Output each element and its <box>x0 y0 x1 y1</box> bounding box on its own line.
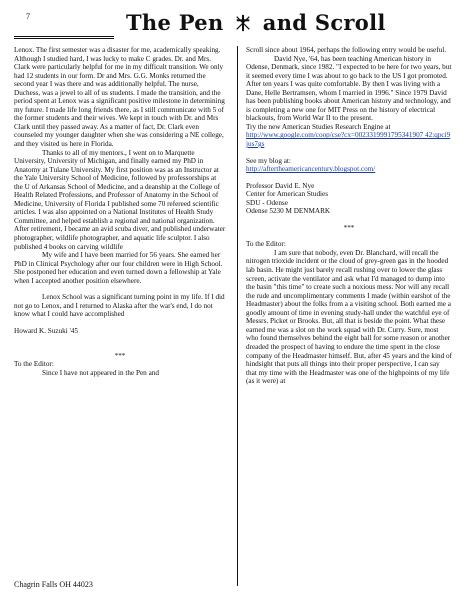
blog-text: See my blog at: <box>246 156 291 165</box>
section-separator: *** <box>343 223 355 232</box>
masthead-title <box>126 8 456 34</box>
address-line: Center for American Studies <box>246 190 329 199</box>
address-line: SDU - Odense <box>246 198 288 207</box>
blog-link[interactable]: http://aftertheamericancentury.blogspot.com/ <box>246 165 376 174</box>
header-rule-second <box>14 38 114 39</box>
letter-paragraph: Thanks to all of my mentors., I went on to Marquette University, University of Michigan, and finally earned my PhD in Anatomy at Tulane University. My first position was as an Instructor at the Yale University School of Medicine, followed by professorships at the U of Arkansas School of Medicine, and a deanship at the College of Health Related Professions, and Professor of Anatomy in the School of Medicine, University of Florida I published some 70 refereed scientific articles. I was also appointed on a National Institutes of Health Study Committee, and helped establish a regional and national organization. After retirement, I became an avid scuba diver, and published underwater photographer, wildlife photographer, and aquatic life sculptor. I also published 4 books on carving wildlife <box>14 148 226 251</box>
column-divider <box>237 46 238 586</box>
address-line: Professor David E. Nye <box>246 181 315 190</box>
to-editor-heading: To the Editor: <box>14 360 54 369</box>
footer-location: Chagrin Falls OH 44023 <box>14 580 93 589</box>
letter-paragraph: I am sure that nobody, even Dr. Blanchard, will recall the nitrogen trioxide incident or the cloud of grey-green gas in the hooded lab basin. He might just barely recall rushing over to lower the glass screen, activate the ventilator and ask what I'd managed to dump into the basin "this time" to create such a noxious mess. Nor will any recall the rude and uncomplimentary comments I made (within earshot of the Headmaster) about the folks from a a visiting school. Both earned me a goodly amount of time in evening study-hall under the watchful eye of Messrs. Picket or Brooks. But, all that is beside the point. What these earned me was a slot on the work squad with Dr. Curry. Sure, most who found themselves behind the eight ball for some reason or another dreaded the prospect of having to endure the time spent in the close company of the Headmaster himself. But, after 45 years and the kind of hindsight that puts all things into their proper perspective, I can say that my time with the Headmaster was one of the highpoints of my life (as it were) at <box>246 248 452 386</box>
right-column <box>246 46 452 386</box>
to-editor-heading: To the Editor: <box>246 240 286 249</box>
letter-paragraph: Scroll since about 1964, perhaps the following entry would be useful. <box>246 46 447 54</box>
section-separator: *** <box>114 351 126 360</box>
left-column <box>14 46 226 377</box>
letter-paragraph: My wife and I have been married for 56 years. She earned her PhD in Clinical Psychology after our four children were in High School. She postponed her education and even turned down a fellowship at Yale when I accepted another position elsewhere. <box>14 251 223 285</box>
letter-signature: Howard K. Suzuki '45 <box>14 326 78 335</box>
masthead-right-text: and Scroll <box>262 10 386 35</box>
letter-paragraph: Lenox School was a significant turning point in my life. If I did not go to Lenox, and I returned to Alaska after the war's end, I do not know what I could have accomplished <box>14 293 225 319</box>
research-engine-text: Try the new American Studies Research Engine at <box>246 122 391 131</box>
letter-paragraph: Since I have not appeared in the Pen and <box>42 368 159 377</box>
research-engine-link[interactable]: http://www.google.com/coop/cse?cx=0023319991795341907 42:qpci9jus7gs <box>246 131 451 149</box>
letter-paragraph: David Nye, '64, has been teaching American history in Odense, Denmark, since 1982. "I expected to be here for two years, but it seemed every time I was about to go back to the US I got promoted. After ten years I was quite comfortable. By then I was living with a Dane, Helle Bertramsen, whom I married in 1996." Since 1979 David has been publishing books about American history and technology, and is completing a new one for MIT Press on the history of electrical blackouts, from World War II to the present. <box>246 54 452 123</box>
header-rule <box>14 36 114 37</box>
masthead-left-text: The Pen <box>126 10 224 35</box>
letter-paragraph: Lenox. The first semester was a disaster for me, academically speaking. Although I studied hard, I was lucky to make C grades. Dr. and Mrs. Clark were particularly helpful for me in my difficult transition. We only had 12 students in our form. Dr and Mrs. G.G. Monks returned the second year I was there and was additionally helpful. The nurse, Duchess, was a jewel to all of us students. I made the transition, and the period spent at Lenox was a significant positive milestone in determining my future. I made life long friends there, as I still communicate with 5 of the former students and their wives. We kept in touch with Dr. and Mrs Clark until they passed away. As a matter of fact, Dr. Clark even counseled my younger daughter when she was considering a NE college, and they visited us here in Florida. <box>14 46 225 149</box>
address-line: Odense 5230 M DENMARK <box>246 207 331 216</box>
page-number: 7 <box>26 12 30 21</box>
crossed-keys-cross-icon <box>234 14 252 32</box>
